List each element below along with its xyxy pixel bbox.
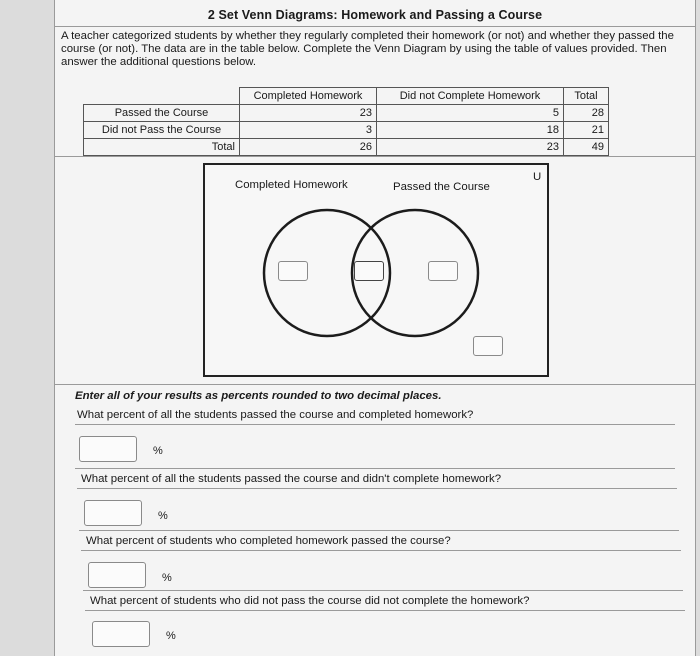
universe-label: U [533,171,542,183]
percent-unit: % [153,445,163,457]
answer-3-input[interactable] [88,562,146,588]
table-cell: 23 [240,105,377,122]
table-cell: 3 [240,122,377,139]
only-completed-homework-input[interactable] [278,261,308,281]
worksheet-panel [54,0,696,656]
question-2: What percent of all the students passed the course and didn't complete homework? [81,473,502,485]
column-header: Completed Homework [240,88,377,105]
column-header: Did not Complete Homework [377,88,564,105]
intersection-input[interactable] [354,261,384,281]
table-cell: 5 [377,105,564,122]
divider [55,26,695,27]
row-label: Passed the Course [84,105,240,122]
row-label: Total [84,139,240,156]
instructions: Enter all of your results as percents rounded to two decimal places. [75,390,442,402]
percent-unit: % [166,630,176,642]
divider [79,530,679,531]
intro-text: A teacher categorized students by whether they regularly completed their homework (or not) and whether they passed the course (or not). The data are in the table below. Complete the Venn Diagram by using the table of values provided. Then answer the additional questions below. [61,30,674,68]
page-title: 2 Set Venn Diagrams: Homework and Passing a Course [207,8,543,22]
answer-1-input[interactable] [79,436,137,462]
set-b-label: Passed the Course [393,181,490,193]
table-cell: 21 [564,122,609,139]
answer-4-input[interactable] [92,621,150,647]
table-header-row [84,88,609,105]
divider [75,468,675,469]
divider [55,384,695,385]
table-cell: 26 [240,139,377,156]
question-4: What percent of students who did not pass the course did not complete the homework? [90,595,530,607]
answer-2-input[interactable] [84,500,142,526]
table-cell: 49 [564,139,609,156]
venn-diagram [203,163,549,377]
data-table [83,87,609,156]
table-cell: 28 [564,105,609,122]
table-row [84,122,609,139]
divider [85,610,685,611]
percent-unit: % [158,510,168,522]
divider [83,590,683,591]
set-a-label: Completed Homework [235,179,348,191]
table-corner [84,88,240,105]
divider [81,550,681,551]
divider [77,488,677,489]
question-1: What percent of all the students passed the course and completed homework? [77,409,474,421]
percent-unit: % [162,572,172,584]
table-cell: 23 [377,139,564,156]
table-row [84,139,609,156]
divider [55,156,695,157]
column-header: Total [564,88,609,105]
row-label: Did not Pass the Course [84,122,240,139]
question-3: What percent of students who completed homework passed the course? [86,535,451,547]
only-passed-course-input[interactable] [428,261,458,281]
table-row [84,105,609,122]
outside-both-input[interactable] [473,336,503,356]
divider [75,424,675,425]
table-cell: 18 [377,122,564,139]
